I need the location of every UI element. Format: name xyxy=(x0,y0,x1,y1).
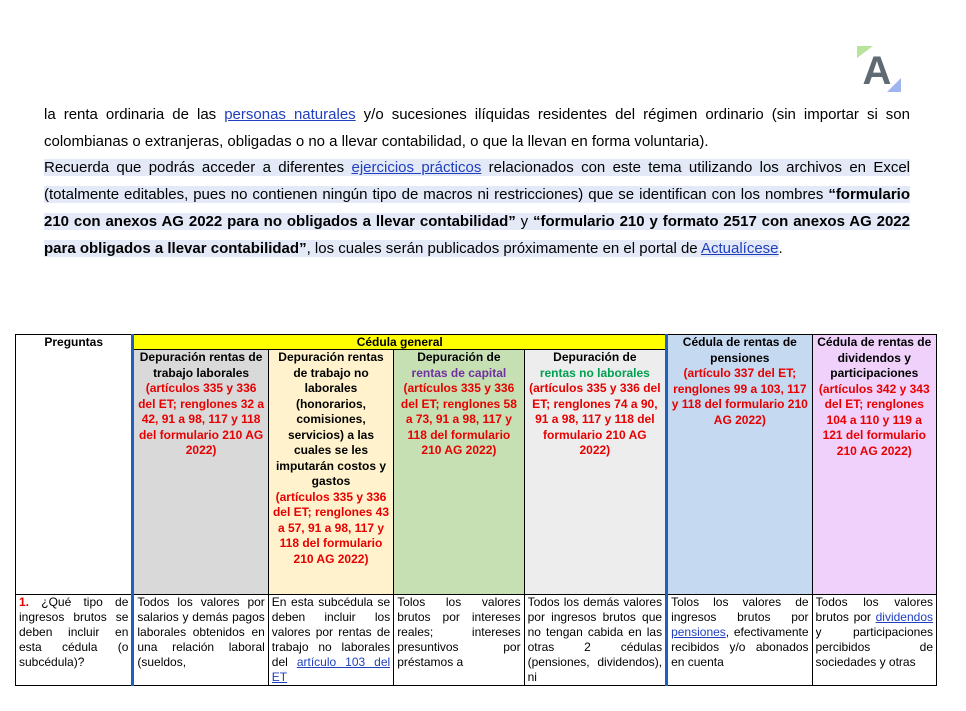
question-1 xyxy=(16,595,133,686)
answer-dividendos: Todos los valores brutos por dividendos y participaciones percibidos de sociedades y otras xyxy=(812,595,936,686)
pensiones-ref: (artículo 337 del ET; renglones 99 a 103, 117 y 118 del formulario 210 AG 2022) xyxy=(671,366,808,427)
sentence-1-start: la renta ordinaria de las xyxy=(44,106,225,123)
body-paragraph xyxy=(44,102,910,262)
subheader-trabajo-no-laborales xyxy=(268,350,393,595)
sentence-2-and: y xyxy=(515,212,534,230)
subheader-trabajo-laborales xyxy=(133,350,268,595)
sub3-title: Depuración de rentas de capital xyxy=(411,350,507,380)
cedulas-table xyxy=(15,334,937,686)
header-preguntas: Preguntas xyxy=(16,335,133,595)
question-number: 1. xyxy=(19,595,30,609)
link-ejercicios-practicos[interactable]: ejercicios prácticos xyxy=(351,159,482,177)
table-row xyxy=(16,595,937,686)
sentence-2-start: Recuerda que podrás acceder a diferentes xyxy=(44,159,352,177)
sentence-1-end: y/o sucesiones ilíquidas residentes del régimen ordinario (sin importar si son colombianas o extranjeras, obligadas o no a llevar contabilidad, o que la llevan en forma voluntaria). xyxy=(44,106,910,150)
question-text: ¿Qué tipo de ingresos brutos se deben incluir en esta cédula (o subcédula)? xyxy=(19,595,129,669)
sub2-title: Depuración rentas de trabajo no laborales (honorarios, comisiones, servicios) a las cuales se les imputarán costos y gastos xyxy=(275,350,386,488)
answer-pensiones: Tolos los valores de ingresos brutos por pensiones, efectivamente recibidos y/o abonados en cuenta xyxy=(667,595,812,686)
header-cedula-dividendos xyxy=(812,335,936,595)
answer-rentas-capital: Tolos los valores brutos por intereses reales; intereses presuntivos por préstamos a xyxy=(394,595,524,686)
answer-trabajo-no-laborales: En esta subcédula se deben incluir los valores por rentas de trabajo no laborales del artículo 103 del ET xyxy=(268,595,393,686)
sentence-2-period: . xyxy=(778,239,783,257)
dividendos-title: Cédula de rentas de dividendos y participaciones xyxy=(817,335,932,380)
sub3-ref: (artículos 335 y 336 del ET; renglones 58 a 73, 91 a 98, 117 y 118 del formulario 210 AG 2022) xyxy=(400,381,517,457)
header-cedula-general: Cédula general xyxy=(133,335,667,350)
subheader-rentas-capital xyxy=(394,350,524,595)
actualicese-logo xyxy=(853,44,905,92)
header-cedula-pensiones xyxy=(667,335,812,595)
logo-letter: A xyxy=(862,49,892,92)
file-name-1: “formulario 210 con anexos AG 2022 para no obligados a llevar contabilidad” xyxy=(44,186,910,230)
link-pensiones[interactable]: pensiones xyxy=(671,625,726,639)
sub1-title: Depuración rentas de trabajo laborales xyxy=(139,350,263,380)
sub4-title: Depuración de rentas no laborales xyxy=(539,350,650,380)
pensiones-title: Cédula de rentas de pensiones xyxy=(682,335,797,365)
sub3-highlight: rentas de capital xyxy=(411,365,507,380)
dividendos-ref: (artículos 342 y 343 del ET; renglones 104 a 110 y 119 a 121 del formulario 210 AG 2022) xyxy=(818,381,930,458)
sub4-ref: (artículos 335 y 336 del ET; renglones 74 a 90, 91 a 98, 117 y 118 del formulario 210 AG 2022) xyxy=(529,381,661,457)
link-actualicese[interactable]: Actualícese xyxy=(700,239,779,257)
sub1-ref: (artículos 335 y 336 del ET; renglones 32 a 42, 91 a 98, 117 y 118 del formulario 210 AG 2022) xyxy=(138,381,265,457)
file-name-2: “formulario 210 y formato 2517 con anexos AG 2022 para obligados a llevar contabilidad” xyxy=(44,212,910,257)
sentence-2-tail: , los cuales serán publicados próximamente en el portal de xyxy=(306,239,701,257)
link-personas-naturales[interactable]: personas naturales xyxy=(224,106,356,123)
subheader-rentas-no-laborales xyxy=(524,350,666,595)
link-dividendos[interactable]: dividendos xyxy=(875,610,933,624)
answer-rentas-no-laborales: Todos los demás valores por ingresos brutos que no tengan cabida en las otras 2 cédulas (pensiones, dividendos), ni xyxy=(524,595,666,686)
sentence-2-middle: relacionados con este tema utilizando los archivos en Excel (totalmente editables, pues no contienen ningún tipo de macros ni restricciones) que se identifican con los nombres xyxy=(44,159,911,204)
answer-trabajo-laborales: Todos los valores por salarios y demás pagos laborales obtenidos en una relación laboral (sueldos, xyxy=(133,595,268,686)
sub4-highlight: rentas no laborales xyxy=(539,365,650,380)
link-articulo-103[interactable]: artículo 103 del ET xyxy=(271,655,391,684)
sub2-ref: (artículos 335 y 336 del ET; renglones 43 a 57, 91 a 98, 117 y 118 del formulario 210 AG 2022) xyxy=(272,489,390,566)
